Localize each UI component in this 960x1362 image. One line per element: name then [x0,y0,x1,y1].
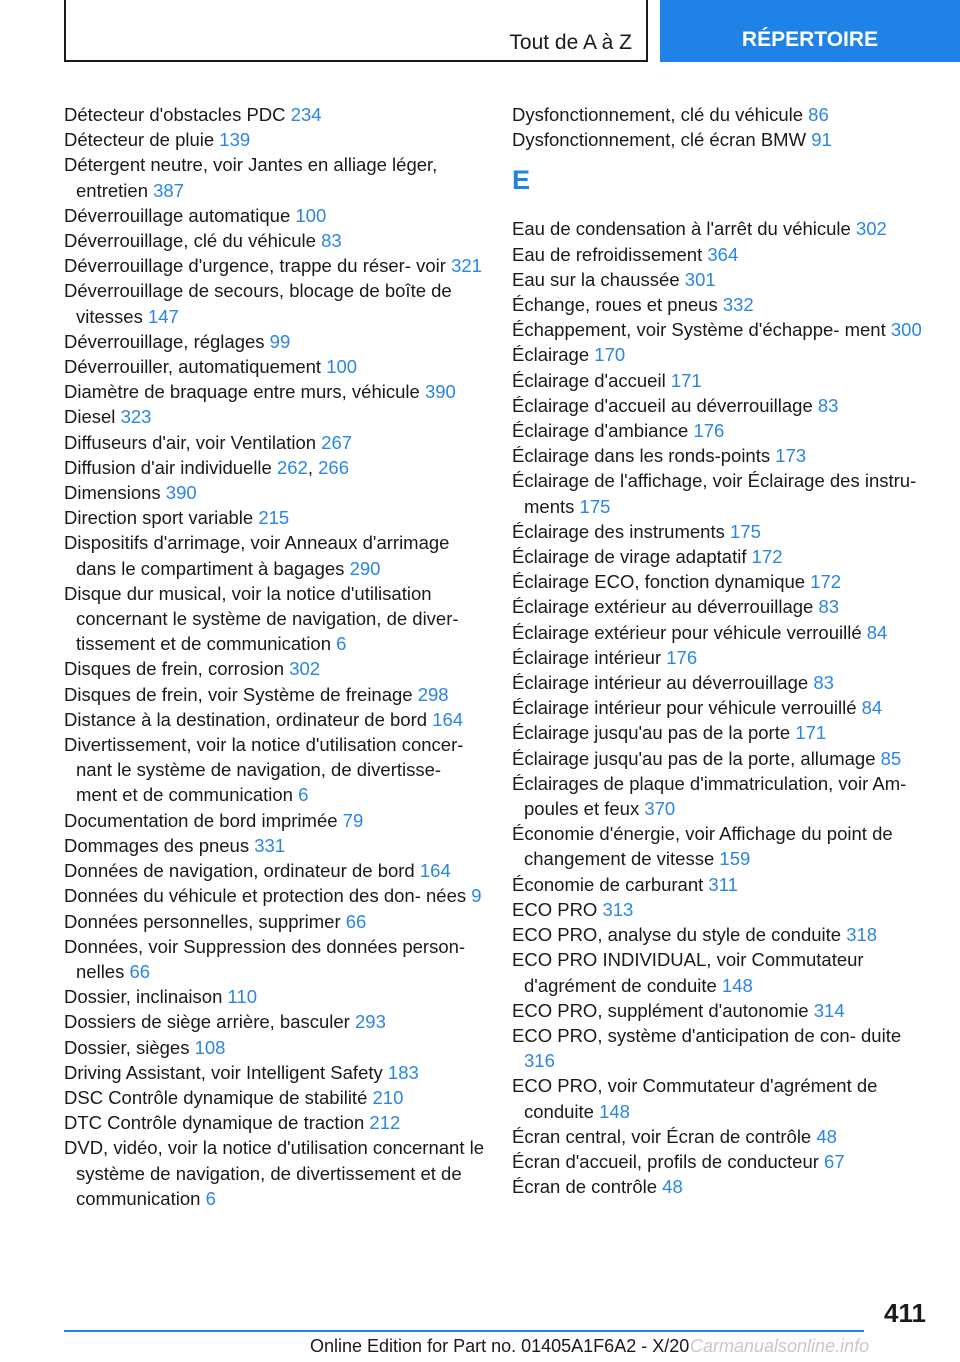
index-entry-text: Détecteur de pluie [64,129,215,151]
section-letter: E [512,165,531,196]
index-entry-text: Déverrouiller, automatiquement [64,356,322,378]
index-entry-text: Diesel [64,406,116,428]
index-entry-text: Dossiers de siège arrière, basculer [64,1011,350,1033]
index-entry [512,443,932,468]
page-link[interactable]: 318 [846,924,878,946]
index-entry-text: ECO PRO INDIVIDUAL, voir Commutateur d'agrément de conduite [512,949,864,996]
page-link[interactable]: 302 [855,218,887,240]
index-entry [512,1149,932,1174]
page-link[interactable]: 170 [594,344,626,366]
page-link[interactable]: 6 [205,1187,216,1209]
index-entry-text: Éclairage ECO, fonction dynamique [512,571,806,593]
index-entry [64,1035,484,1060]
index-entry [512,127,932,152]
index-entry-text: Éclairage intérieur pour véhicule verrouillé [512,697,857,719]
index-entry-text: Éclairage extérieur au déverrouillage [512,596,814,618]
index-entry [512,1073,932,1123]
page-link[interactable]: 311 [708,873,738,895]
page-link[interactable]: 210 [372,1086,404,1108]
page-link[interactable]: 83 [813,672,834,694]
index-entry [512,947,932,997]
page-link[interactable]: 370 [644,798,676,820]
page-link[interactable]: 266 [318,456,350,478]
page-link[interactable]: 300 [890,319,922,341]
page-link[interactable]: 159 [719,848,751,870]
page-link[interactable]: 364 [707,243,739,265]
page-link[interactable]: 164 [432,708,464,730]
index-entry [64,682,484,707]
index-entry [64,102,484,127]
index-entry-text: Documentation de bord imprimée [64,809,338,831]
page-link[interactable]: 290 [349,557,381,579]
index-entry [512,544,932,569]
page-link[interactable]: 100 [326,356,358,378]
page-link[interactable]: 91 [811,129,832,151]
index-entry [512,267,932,292]
tab-index-a-to-z[interactable] [64,0,648,62]
index-entry-text: ECO PRO, voir Commutateur d'agrément de conduite [512,1075,878,1122]
page-link[interactable]: 298 [417,683,449,705]
index-entry-text: DSC Contrôle dynamique de stabilité [64,1086,368,1108]
page-link[interactable]: 321 [451,255,482,277]
page-link[interactable]: 323 [120,406,152,428]
index-entry-text: Driving Assistant, voir Intelligent Safety [64,1061,383,1083]
page-link[interactable]: 85 [880,747,902,769]
index-entry-text: Dysfonctionnement, clé écran BMW [512,129,807,151]
index-entry [512,569,932,594]
index-entry [64,379,484,404]
page-link[interactable]: 139 [219,129,251,151]
index-column-left [64,102,484,1211]
index-entry [512,1124,932,1149]
index-entry [64,934,484,984]
index-entry-text: Éclairage jusqu'au pas de la porte, allumage [512,747,876,769]
watermark: Carmanualsonline.info [690,1336,870,1356]
page-link[interactable]: 390 [165,482,197,504]
tab-repertoire[interactable] [660,0,960,62]
index-column-right [512,102,932,1199]
index-entry-text: Éclairage [512,344,590,366]
page-link[interactable]: 293 [355,1011,386,1033]
page-link[interactable]: 148 [721,974,753,996]
index-entry-text: Déverrouillage, réglages [64,330,265,352]
index-entry [64,127,484,152]
index-entry [64,808,484,833]
index-entry [64,1110,484,1135]
page-link[interactable]: 175 [579,495,611,517]
index-entry-text: ECO PRO, supplément d'autonomie [512,999,809,1021]
index-entry [512,468,932,518]
page-link[interactable]: 171 [795,722,827,744]
page-link[interactable]: 6 [298,784,309,806]
index-group-d-continued [512,102,932,152]
page-link[interactable]: 164 [419,860,451,882]
index-entry [64,883,484,908]
index-entry-text: Détecteur d'obstacles PDC [64,104,286,125]
index-entry-text: Échappement, voir Système d'échappe‐ ment [512,319,886,341]
index-entry [512,897,932,922]
page-link[interactable]: 100 [295,204,327,226]
index-entry [512,922,932,947]
index-entry-text: Données personnelles, supprimer [64,910,341,932]
index-entry [64,329,484,354]
index-entry [512,1174,932,1199]
footer-divider [64,1330,864,1332]
index-entry-text: Dimensions [64,482,161,504]
index-entry-text: Divertissement, voir la notice d'utilisation concer‐ nant le système de navigation, de divertisse‐ ment et de communication [64,734,464,806]
index-entry-text: Dysfonctionnement, clé du véhicule [512,104,804,125]
index-entry [64,1085,484,1110]
page-link[interactable]: 390 [424,381,456,403]
page-link[interactable]: 212 [369,1112,401,1134]
index-entry-text: Écran d'accueil, profils de conducteur [512,1150,819,1172]
index-entry-text: Éclairage intérieur [512,646,662,668]
index-entry [512,720,932,745]
index-entry-text: Éclairage jusqu'au pas de la porte [512,722,791,744]
index-entry-text: Données, voir Suppression des données person‐ nelles [64,935,466,982]
page-link[interactable]: 171 [670,369,702,391]
index-entry [64,152,484,202]
index-entry-text: Eau de refroidissement [512,243,703,265]
page-number: 411 [884,1298,926,1328]
index-entry-text: Éclairages de plaque d'immatriculation, voir Am‐ poules et feux [512,772,907,820]
index-entry [512,695,932,720]
page-link[interactable]: 172 [810,571,842,593]
page-link[interactable]: 316 [524,1050,555,1072]
page-link[interactable]: 234 [290,104,322,125]
index-entry-text: DTC Contrôle dynamique de traction [64,1112,365,1134]
index-entry [64,530,484,580]
page-link[interactable]: 176 [666,646,698,668]
index-entry [512,418,932,443]
page-link[interactable]: 302 [289,658,321,680]
index-entry-text: ECO PRO [512,898,598,920]
index-entry [512,216,932,241]
page-link[interactable]: 84 [866,621,888,643]
page-link[interactable]: 83 [817,394,839,416]
index-entry [64,480,484,505]
index-entry-text: Éclairage de virage adaptatif [512,546,747,568]
index-entry-text: Données du véhicule et protection des don‐ nées [64,885,467,907]
page-link[interactable]: 148 [599,1100,630,1122]
index-entry-text: Disques de frein, corrosion [64,658,285,680]
index-entry [64,404,484,429]
page-link[interactable]: 215 [258,507,290,529]
index-entry [512,519,932,544]
index-entry [512,1023,932,1073]
index-entry-text: Eau de condensation à l'arrêt du véhicule [512,218,851,240]
index-entry [512,342,932,367]
index-entry [512,998,932,1023]
footer-edition: Online Edition for Part no. 01405A1F6A2 - X/20 [310,1336,690,1356]
page-link[interactable]: 48 [662,1176,683,1198]
index-entry [64,858,484,883]
index-entry [64,203,484,228]
index-entry-text: Diamètre de braquage entre murs, véhicule [64,381,420,403]
page-link[interactable]: 176 [693,420,725,442]
page-link[interactable]: 387 [153,179,185,201]
index-entry [512,872,932,897]
index-entry: Diffusion d'air individuelle 262, 266 [64,456,350,478]
index-entry-text: Écran central, voir Écran de contrôle [512,1125,812,1147]
index-entry [512,393,932,418]
index-entry-text: Dossier, inclinaison [64,986,223,1008]
index-entry [64,354,484,379]
page-link[interactable]: 332 [722,294,754,316]
index-entry-text: ECO PRO, analyse du style de conduite [512,924,842,946]
page-link[interactable]: 183 [387,1061,419,1083]
index-entry [512,242,932,267]
index-entry-text: Déverrouillage, clé du véhicule [64,230,316,252]
index-entry-text: Dispositifs d'arrimage, voir Anneaux d'arrimage dans le compartiment à bagages [64,532,450,579]
page-link[interactable]: 83 [321,230,342,252]
index-entry [512,594,932,619]
page-link[interactable]: 83 [818,596,840,618]
index-entry [512,620,932,645]
index-entry [64,732,484,808]
index-entry-text: Éclairage dans les ronds-points [512,445,771,467]
page-link[interactable]: 267 [321,431,353,453]
index-entry-text: Écran de contrôle [512,1176,658,1198]
index-entry-text: Diffuseurs d'air, voir Ventilation [64,431,317,453]
index-entry [64,656,484,681]
index-entry-text: Éclairage de l'affichage, voir Éclairage des instru‐ ments [512,470,917,517]
page-link[interactable]: 67 [824,1150,845,1172]
index-entry [64,984,484,1009]
index-entry [64,228,484,253]
index-entry-text: Déverrouillage automatique [64,204,291,226]
index-entry [64,1009,484,1034]
page-link[interactable]: 84 [861,697,883,719]
index-group-e [512,216,932,1199]
page-link[interactable]: 175 [730,520,761,542]
index-entry [64,430,484,455]
index-entry [512,317,932,342]
index-entry [512,368,932,393]
index-entry [512,670,932,695]
index-entry-text: Éclairage des instruments [512,520,725,542]
page-link[interactable]: 173 [775,445,807,467]
index-entry [64,909,484,934]
index-entry-text: Éclairage intérieur au déverrouillage [512,672,809,694]
index-entry [512,821,932,871]
index-entry [512,771,932,821]
index-entry [64,1060,484,1085]
index-entry-text: Diffusion d'air individuelle [64,456,272,478]
index-entry-text: Dossier, sièges [64,1036,190,1058]
page-link[interactable]: 108 [194,1036,226,1058]
index-entry-text: Disques de frein, voir Système de freinage [64,683,413,705]
index-entry-text: Disque dur musical, voir la notice d'utilisation concernant le système de navigation, de diver‐ tissement et de communication [64,582,459,655]
index-entry-text: Détergent neutre, voir Jantes en alliage léger, entretien [64,154,438,201]
index-entry-text: Éclairage d'ambiance [512,420,689,442]
index-entry-text: Échange, roues et pneus [512,294,718,316]
index-entry-text: Eau sur la chaussée [512,268,680,290]
page-link[interactable]: 331 [254,834,286,856]
page-link[interactable]: 86 [808,104,829,125]
index-entry [512,645,932,670]
page-link[interactable]: 262 [276,456,308,478]
index-entry [512,102,932,127]
index-entry [64,833,484,858]
index-entry-text: Dommages des pneus [64,834,250,856]
index-entry [64,707,484,732]
index-entry [64,278,484,328]
index-entry-text: Éclairage d'accueil [512,369,666,391]
index-entry [512,292,932,317]
index-entry-text: Déverrouillage d'urgence, trappe du réser‐ voir [64,255,446,277]
page-link[interactable]: 301 [684,268,716,290]
index-entry-text: Direction sport variable [64,507,254,529]
index-entry-text: DVD, vidéo, voir la notice d'utilisation concernant le système de navigation, de divertissement et de communication [64,1137,484,1209]
page-link[interactable]: 99 [269,330,291,352]
index-entry [64,581,484,657]
page-link[interactable]: 172 [751,546,783,568]
index-entry-text: Distance à la destination, ordinateur de bord [64,708,428,730]
tab-repertoire-label: RÉPERTOIRE [741,28,879,51]
page-link[interactable]: 314 [813,999,845,1021]
index-entry-text: Éclairage d'accueil au déverrouillage [512,394,813,416]
page-link[interactable]: 79 [342,809,364,831]
index-entry-text: Éclairage extérieur pour véhicule verrouillé [512,621,862,643]
page-link[interactable]: 66 [129,960,151,982]
index-entry-text: Données de navigation, ordinateur de bord [64,860,415,882]
index-entry [64,253,484,278]
index-entry [512,746,932,771]
page-link[interactable]: 110 [227,986,257,1008]
index-entry-text: ECO PRO, système d'anticipation de con‐ duite [512,1024,902,1046]
index-entry-text: Déverrouillage de secours, blocage de boîte de vitesses [64,280,452,327]
index-entry [64,505,484,530]
page-link[interactable]: 48 [816,1125,837,1147]
page-link[interactable]: 9 [471,885,482,907]
page-link[interactable]: 147 [147,305,179,327]
index-entry-text: Économie de carburant [512,873,704,895]
page-link[interactable]: 66 [345,910,367,932]
index-entry-text: Économie d'énergie, voir Affichage du point de changement de vitesse [512,823,893,870]
page-link[interactable]: 6 [336,633,347,655]
tab-index-label: Tout de A à Z [509,31,632,54]
page-link[interactable]: 313 [602,898,634,920]
index-entry [64,1135,484,1211]
